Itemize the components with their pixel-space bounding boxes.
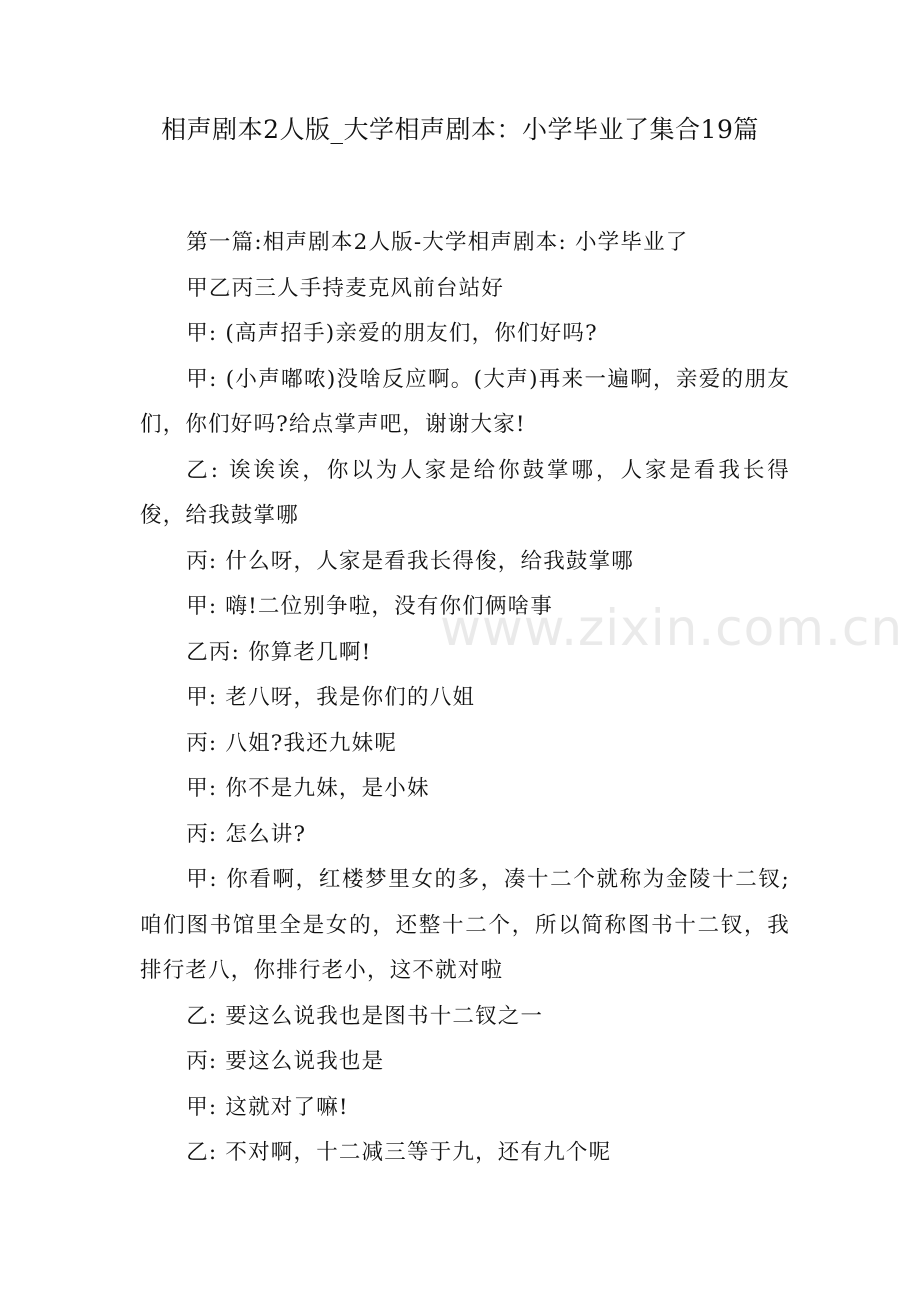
paragraph: 甲: 你看啊，红楼梦里女的多，凑十二个就称为金陵十二钗;咱们图书馆里全是女的，还整十二个，所以简称图书十二钗，我排行老八，你排行老小，这不就对啦 bbox=[140, 867, 790, 983]
paragraph: 乙: 不对啊，十二减三等于九，还有九个呢 bbox=[186, 1140, 612, 1165]
paragraph: 丙: 怎么讲? bbox=[186, 821, 307, 847]
paragraph: 甲: 你不是九妹，是小妹 bbox=[186, 776, 430, 801]
paragraph: 乙丙: 你算老几啊! bbox=[186, 639, 372, 665]
paragraph: 甲乙丙三人手持麦克风前台站好 bbox=[186, 275, 505, 301]
paragraph: 丙: 要这么说我也是 bbox=[186, 1049, 385, 1074]
paragraph: 甲: 这就对了嘛! bbox=[186, 1094, 349, 1120]
paragraph: 乙: 诶诶诶，你以为人家是给你鼓掌哪，人家是看我长得俊，给我鼓掌哪 bbox=[140, 457, 790, 528]
paragraph: 甲: 老八呀，我是你们的八姐 bbox=[186, 685, 476, 710]
paragraph: 丙: 什么呀，人家是看我长得俊，给我鼓掌哪 bbox=[186, 548, 634, 574]
paragraph: 乙: 要这么说我也是图书十二钗之一 bbox=[186, 1003, 544, 1029]
paragraph: 丙: 八姐?我还九妹呢 bbox=[186, 730, 398, 756]
paragraph: 甲: (小声嘟哝)没啥反应啊。(大声)再来一遍啊，亲爱的朋友们，你们好吗?给点掌声吧，谢谢大家! bbox=[140, 366, 790, 437]
paragraph: 第一篇:相声剧本2人版-大学相声剧本: 小学毕业了 bbox=[186, 230, 689, 255]
watermark: www.zixin.com.cn bbox=[440, 599, 904, 657]
document-title: 相声剧本2人版_大学相声剧本：小学毕业了集合19篇 bbox=[161, 115, 759, 144]
paragraph: 甲: (高声招手)亲爱的朋友们，你们好吗? bbox=[186, 321, 598, 346]
paragraph: 甲: 嗨!二位别争啦，没有你们俩啥事 bbox=[186, 594, 554, 619]
document-body bbox=[140, 220, 790, 1176]
